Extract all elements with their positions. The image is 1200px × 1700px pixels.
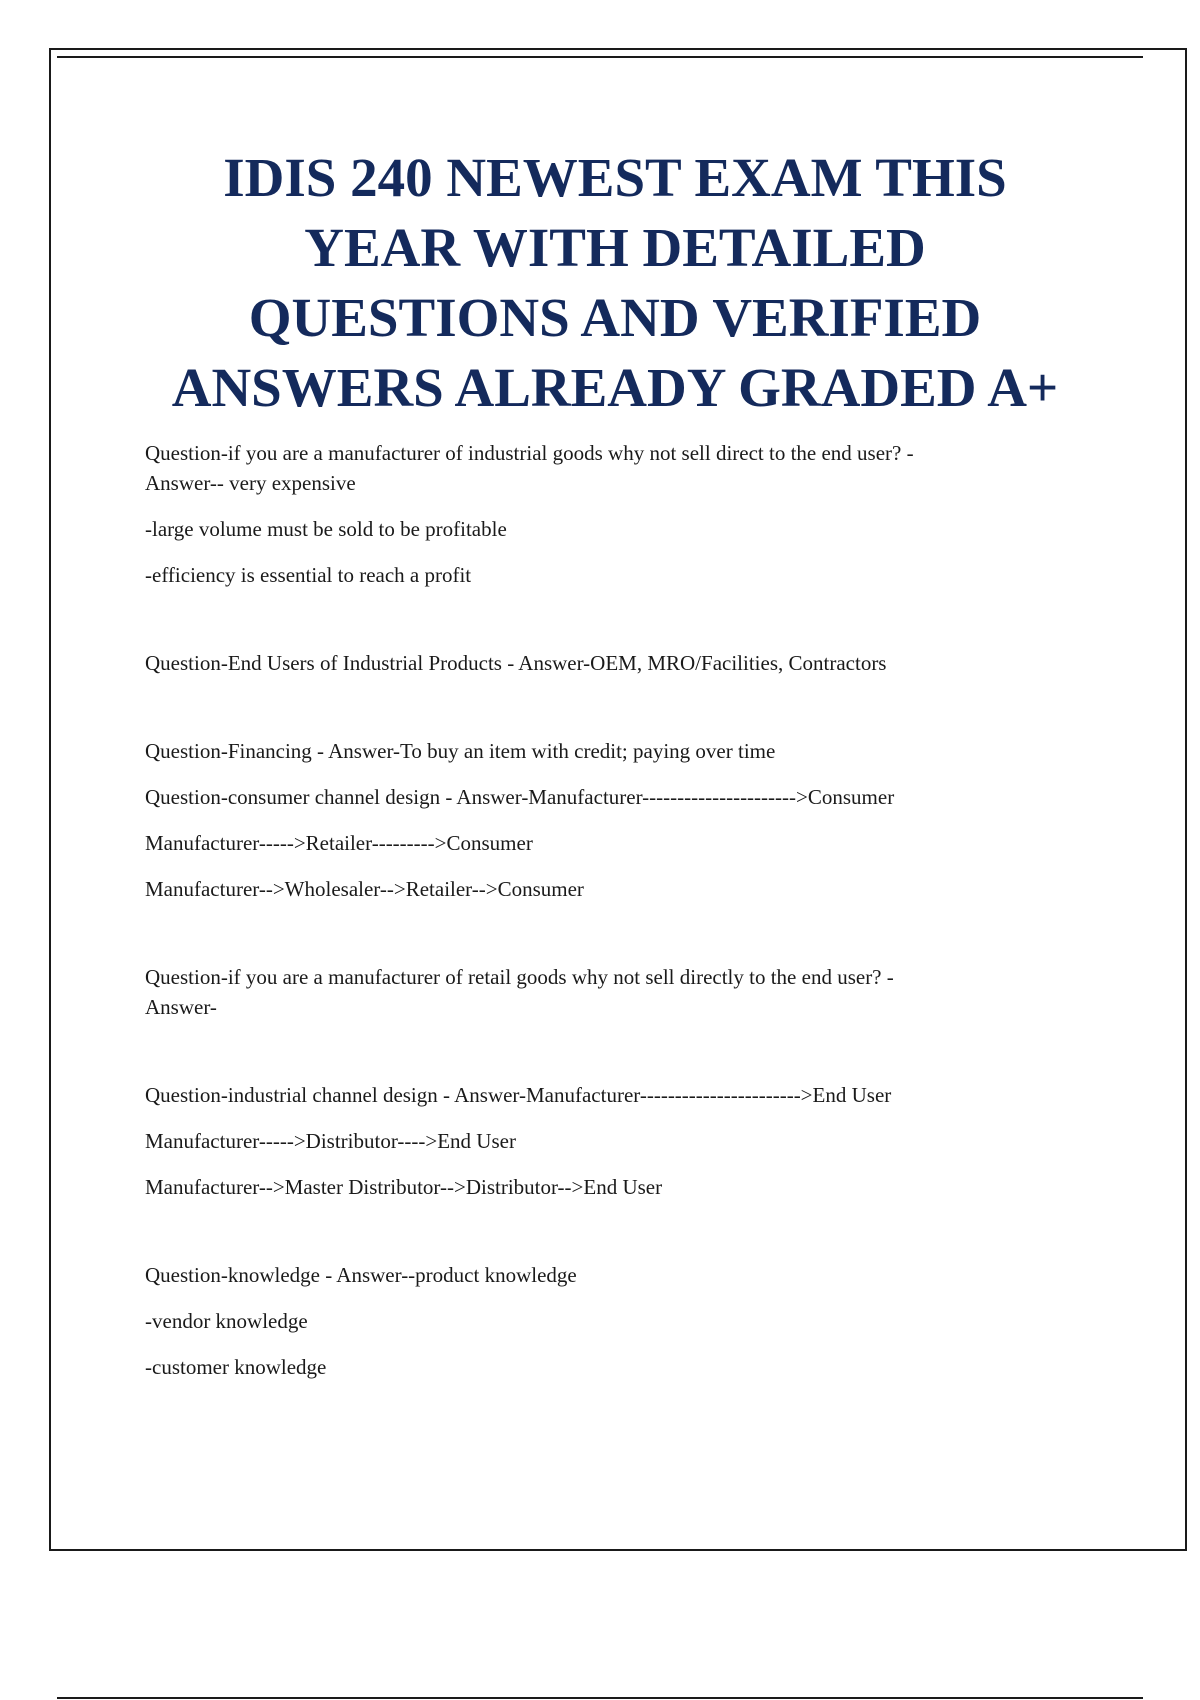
qa-item bbox=[145, 782, 1075, 904]
title-line: ANSWERS ALREADY GRADED A+ bbox=[171, 357, 1059, 418]
top-rule bbox=[57, 56, 1143, 58]
title-line: YEAR WITH DETAILED bbox=[304, 217, 926, 278]
answer-line: Manufacturer-->Master Distributor-->Distributor-->End User bbox=[145, 1175, 663, 1199]
answer-line: Manufacturer----->Distributor---->End User bbox=[145, 1129, 516, 1153]
answer-line: Manufacturer-->Wholesaler-->Retailer-->Consumer bbox=[145, 877, 584, 901]
title-line: QUESTIONS AND VERIFIED bbox=[248, 287, 982, 348]
qa-item bbox=[145, 438, 1075, 590]
answer-line: -large volume must be sold to be profitable bbox=[145, 517, 507, 541]
qa-item bbox=[145, 648, 1075, 678]
qa-item bbox=[145, 1260, 1075, 1382]
answer-text: Answer- bbox=[145, 995, 217, 1019]
answer-text: Answer-- very expensive bbox=[145, 471, 356, 495]
bottom-rule bbox=[57, 1697, 1143, 1699]
answer-line: -efficiency is essential to reach a profit bbox=[145, 563, 472, 587]
qa-item bbox=[145, 736, 1075, 766]
question-text: Question-Financing - Answer-To buy an item with credit; paying over time bbox=[145, 739, 776, 763]
question-text: Question-consumer channel design - Answer-Manufacturer---------------------->Consumer bbox=[145, 785, 895, 809]
title-line: IDIS 240 NEWEST EXAM THIS bbox=[223, 147, 1007, 208]
qa-item bbox=[145, 1080, 1075, 1202]
document-title bbox=[115, 143, 1115, 423]
question-text: Question-if you are a manufacturer of industrial goods why not sell direct to the end user? - bbox=[145, 441, 914, 465]
question-text: Question-End Users of Industrial Products - Answer-OEM, MRO/Facilities, Contractors bbox=[145, 651, 887, 675]
answer-line: -customer knowledge bbox=[145, 1355, 327, 1379]
qa-item bbox=[145, 962, 1075, 1022]
question-text: Question-if you are a manufacturer of retail goods why not sell directly to the end user? - bbox=[145, 965, 894, 989]
qa-content bbox=[145, 438, 1075, 1382]
answer-line: -vendor knowledge bbox=[145, 1309, 308, 1333]
question-text: Question-knowledge - Answer--product knowledge bbox=[145, 1263, 577, 1287]
question-text: Question-industrial channel design - Answer-Manufacturer----------------------->End User bbox=[145, 1083, 892, 1107]
answer-line: Manufacturer----->Retailer--------->Consumer bbox=[145, 831, 533, 855]
